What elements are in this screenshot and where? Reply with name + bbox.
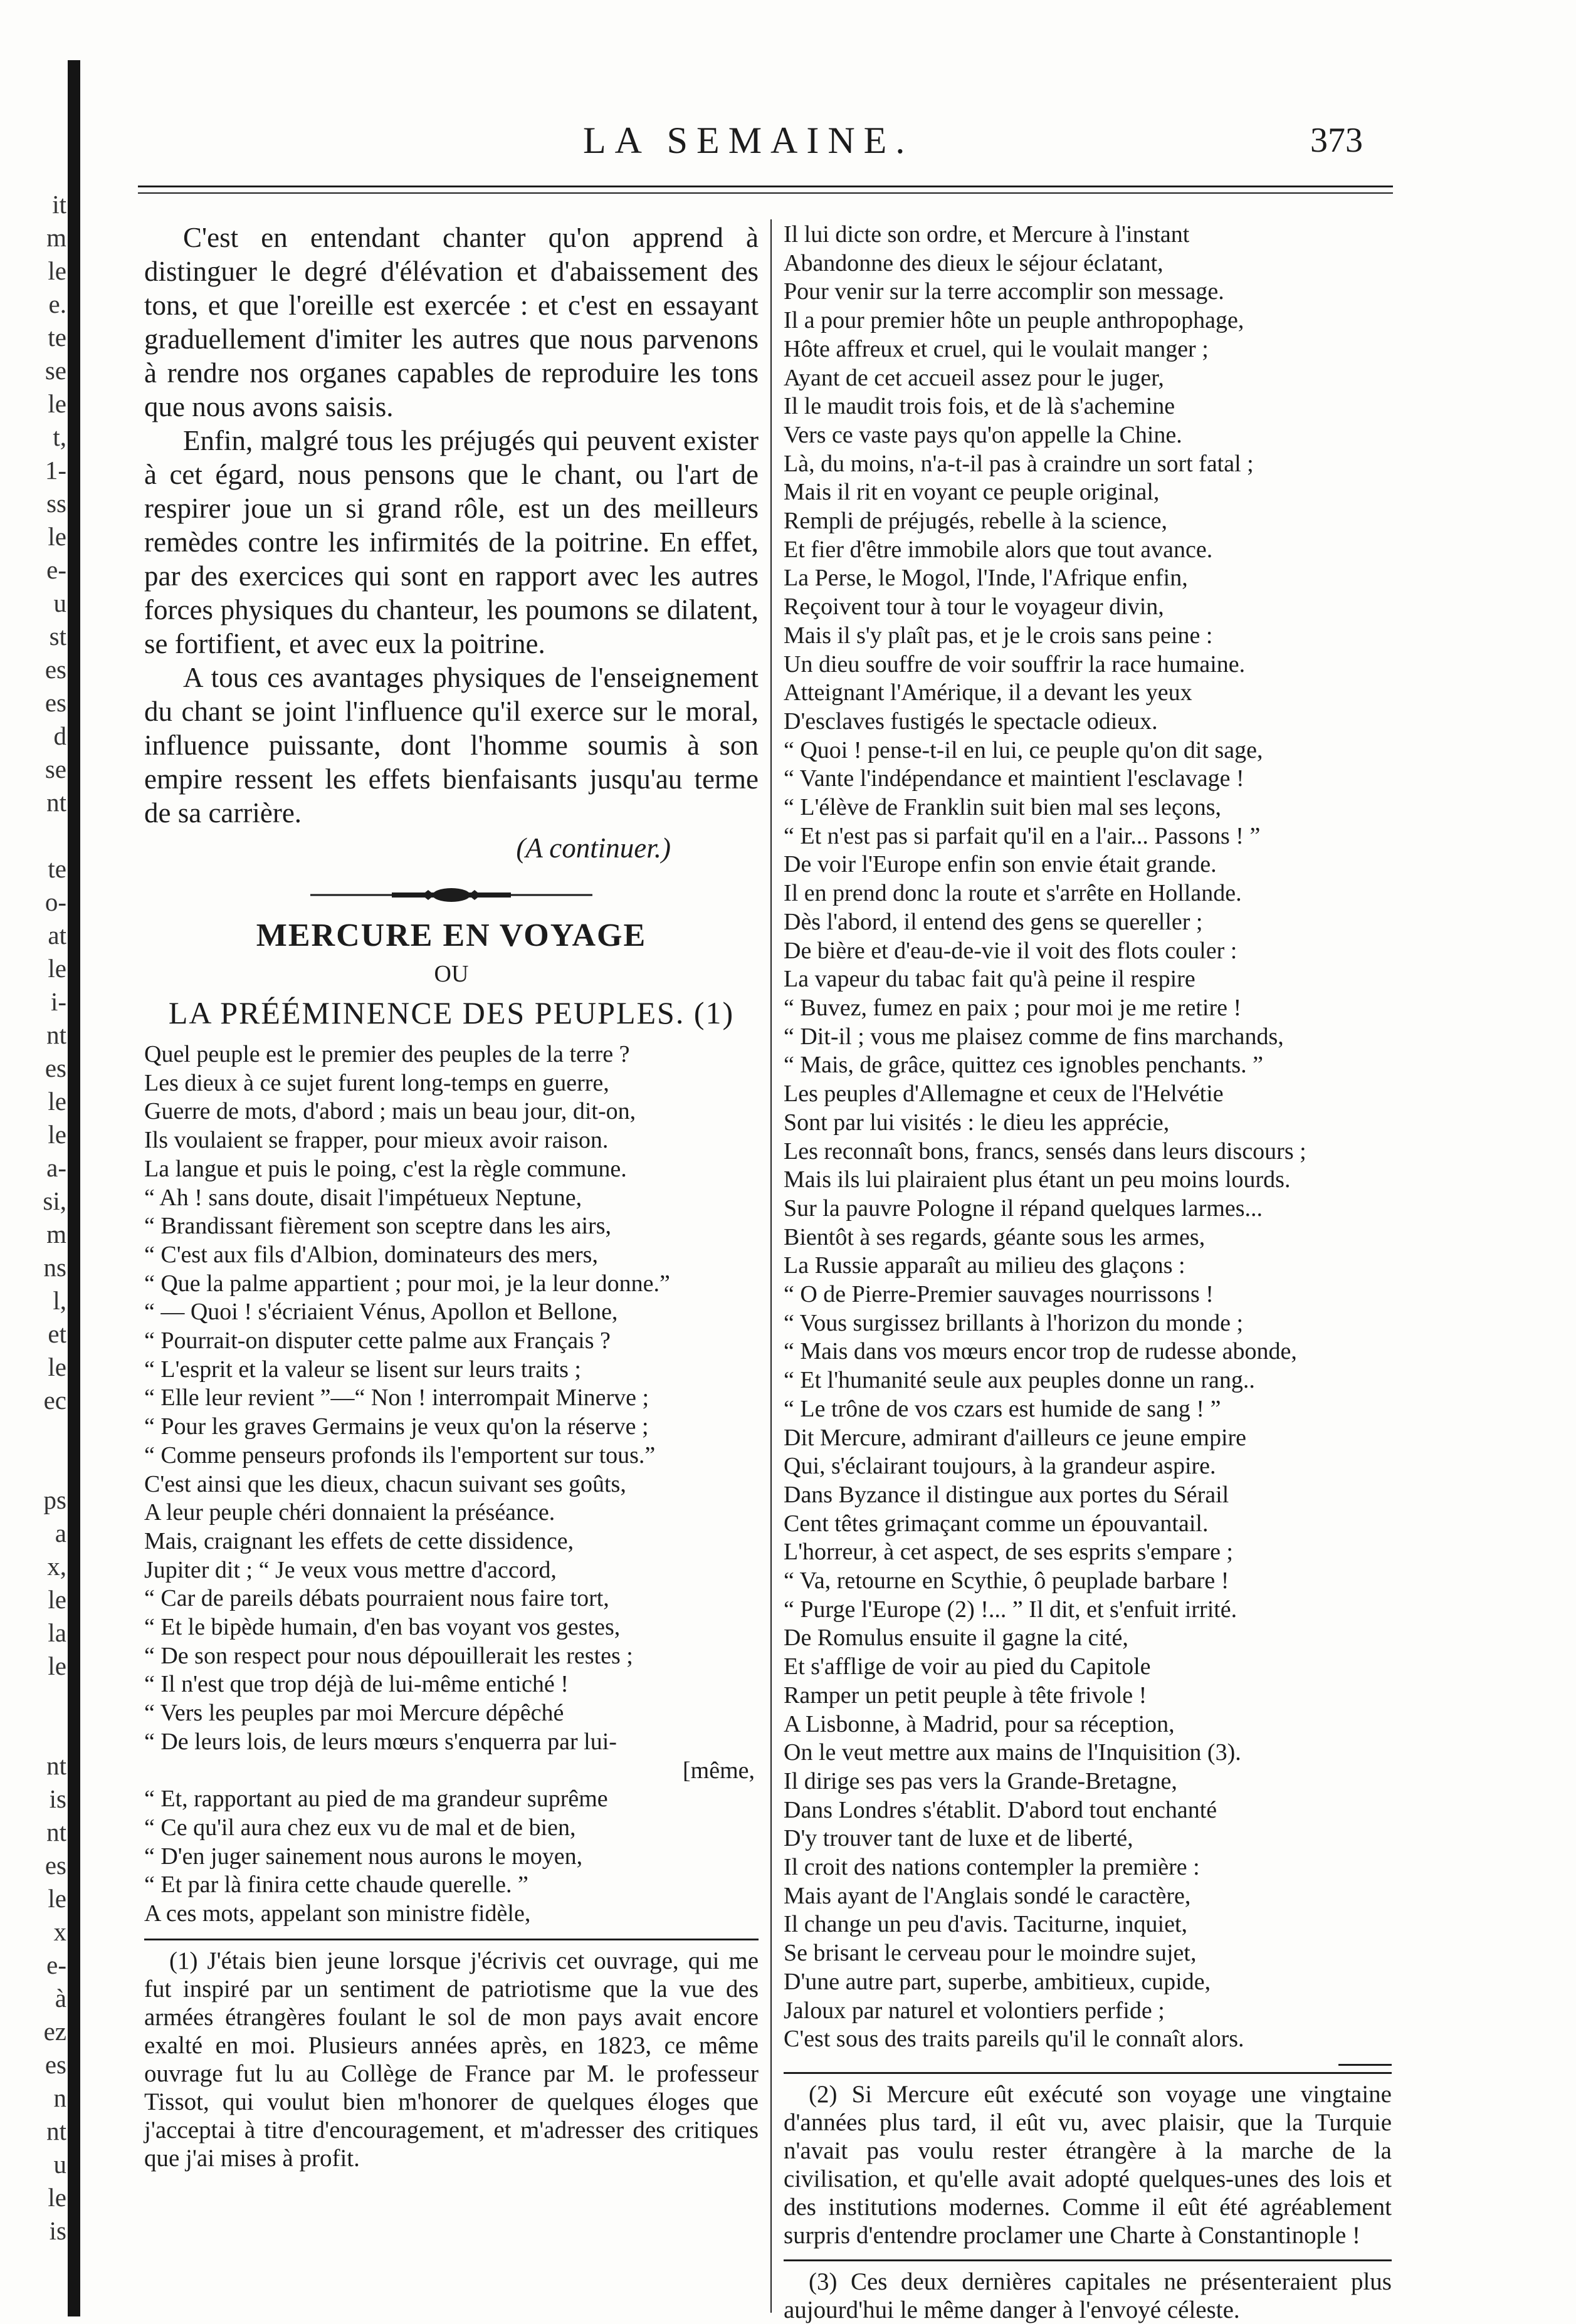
margin-fragment: x, [47, 1552, 66, 1581]
margin-fragment: te [48, 323, 66, 352]
verse-line: La Perse, le Mogol, l'Inde, l'Afrique enfin, [784, 565, 1188, 592]
verse-line: Pour venir sur la terre accomplir son message. [784, 278, 1224, 305]
verse-line: Hôte affreux et cruel, qui le voulait manger ; [784, 335, 1209, 362]
verse-line: De voir l'Europe enfin son envie était grande. [784, 851, 1217, 878]
margin-fragment: le [48, 1353, 66, 1381]
verse-line: Reçoivent tour à tour le voyageur divin, [784, 594, 1164, 620]
margin-fragment: e- [46, 555, 66, 584]
margin-fragment: es [45, 655, 66, 684]
margin-fragment: t, [53, 422, 66, 451]
poem-subtitle: LA PRÉÉMINENCE DES PEUPLES. (1) [168, 995, 735, 1030]
margin-fragment: e. [48, 290, 66, 318]
margin-fragment: nt [46, 1818, 66, 1846]
margin-fragment: le [48, 389, 66, 418]
footnote-1: (1) J'étais bien jeune lorsque j'écrivis cet ouvrage, qui me fut inspiré par un sentiment de patriotisme que la vue des armées étrangères foulant le sol de mon pays avait encore exalté en moi. Plusieurs années après, en 1823, ce même ouvrage fut lu au Collège de France par M. le professeur Tissot, qui voulut bien m'honorer de quelques éloges que j'acceptai à titre d'encouragement, et m'adresser des critiques que j'ai mises à profit. [144, 1947, 759, 2172]
verse-line: “ Et, rapportant au pied de ma grandeur suprême [144, 1786, 608, 1813]
paragraph: C'est en entendant chanter qu'on apprend à distinguer le degré d'élévation et d'abaissement des tons, et que l'oreille est exercée : et c'est en essayant graduellement d'imiter les autres que nous parvenons à rendre nos organes capables de reproduire les tons que nous avons saisis. [144, 222, 759, 422]
verse-line: Les peuples d'Allemagne et ceux de l'Helvétie [784, 1081, 1224, 1107]
margin-fragment: te [48, 854, 66, 883]
margin-fragment: nt [46, 788, 66, 817]
margin-fragment: le [48, 522, 66, 551]
margin-fragment: à [55, 1984, 66, 2013]
poem-title: MERCURE EN VOYAGE [256, 918, 647, 953]
verse-line: “ D'en juger sainement nous aurons le moyen, [144, 1843, 583, 1870]
verse-line: Les dieux à ce sujet furent long-temps en guerre, [144, 1069, 609, 1096]
verse-line: Et s'afflige de voir au pied du Capitole [784, 1653, 1151, 1680]
verse-line: Abandonne des dieux le séjour éclatant, [784, 249, 1164, 276]
verse-line: Guerre de mots, d'abord ; mais un beau jour, dit-on, [144, 1098, 636, 1125]
verse-line: Mais ayant de l'Anglais sondé le caractère, [784, 1882, 1191, 1909]
poem-or: OU [434, 961, 469, 987]
verse-line: L'horreur, à cet aspect, de ses esprits s'empare ; [784, 1539, 1233, 1566]
verse-line: Atteignant l'Amérique, il a devant les yeux [784, 679, 1192, 706]
margin-fragment: si, [43, 1186, 66, 1215]
page-number: 373 [1310, 121, 1363, 160]
verse-line: “ Va, retourne en Scythie, ô peuplade barbare ! [784, 1568, 1229, 1594]
margin-fragment [23, 1683, 66, 1716]
margin-fragment: se [45, 356, 66, 385]
ornament-divider-icon [310, 887, 592, 903]
verse-line: Sont par lui visités : le dieu les apprécie, [784, 1109, 1170, 1136]
verse-line: “ Vante l'indépendance et maintient l'esclavage ! [784, 765, 1244, 792]
ornament-divider [144, 887, 759, 903]
margin-fragment: x [53, 1917, 66, 1946]
verse-line: Ramper un petit peuple à tête frivole ! [784, 1682, 1147, 1709]
verse-line: A ces mots, appelant son ministre fidèle, [144, 1900, 531, 1927]
poem-verses-right [784, 221, 1392, 2054]
margin-fragment [23, 1716, 66, 1749]
left-column [144, 221, 759, 2172]
verse-line: “ Comme penseurs profonds ils l'emportent sur tous.” [144, 1442, 656, 1468]
verse-line: “ Vous surgissez brillants à l'horizon du monde ; [784, 1309, 1244, 1336]
footnote-rule [784, 2072, 1392, 2074]
verse-end-rule [1338, 2064, 1392, 2066]
margin-fragment: le [48, 1651, 66, 1680]
verse-line: Les reconnaît bons, francs, sensés dans leurs discours ; [784, 1138, 1306, 1165]
margin-fragment: a [55, 1519, 66, 1547]
verse-line: Il en prend donc la route et s'arrête en Hollande. [784, 880, 1242, 907]
margin-fragment: 1- [45, 456, 66, 484]
margin-fragment [23, 1450, 66, 1484]
margin-fragment: is [49, 2216, 66, 2245]
verse-line: “ Pourrait-on disputer cette palme aux Français ? [144, 1327, 611, 1354]
margin-fragment: et [48, 1319, 66, 1348]
verse-line: La vapeur du tabac fait qu'à peine il respire [784, 966, 1195, 993]
verse-line: C'est ainsi que les dieux, chacun suivant ses goûts, [144, 1470, 626, 1497]
verse-line: “ De leurs lois, de leurs mœurs s'enquerra par lui- [144, 1728, 617, 1755]
verse-line: Mais ils lui plairaient plus étant un peu moins lourds. [784, 1166, 1291, 1193]
verse-line: Jupiter dit ; “ Je veux vous mettre d'accord, [144, 1556, 557, 1583]
margin-fragment: ec [43, 1386, 66, 1415]
verse-line: “ Ah ! sans doute, disait l'impétueux Neptune, [144, 1184, 582, 1211]
verse-line: “ De son respect pour nous dépouillerait les restes ; [144, 1642, 633, 1669]
verse-line: Dans Byzance il distingue aux portes du Sérail [784, 1481, 1229, 1508]
margin-fragment [23, 1417, 66, 1450]
margin-fragment: es [45, 1851, 66, 1880]
verse-line: [même, [682, 1757, 755, 1784]
margin-fragment: at [48, 921, 66, 950]
margin-fragment: la [48, 1618, 66, 1647]
verse-line: Il a pour premier hôte un peuple anthropophage, [784, 307, 1244, 334]
verse-line: On le veut mettre aux mains de l'Inquisition (3). [784, 1739, 1241, 1766]
margin-fragment: a- [46, 1153, 66, 1182]
margin-fragment: le [48, 954, 66, 983]
verse-line: Il le maudit trois fois, et de là s'achemine [784, 393, 1175, 420]
verse-line: C'est sous des traits pareils qu'il le connaît alors. [784, 2026, 1244, 2053]
verse-line: “ Le trône de vos czars est humide de sang ! ” [784, 1395, 1221, 1422]
verse-line: “ O de Pierre-Premier sauvages nourrissons ! [784, 1281, 1214, 1308]
verse-line: Jaloux par naturel et volontiers perfide ; [784, 1997, 1165, 2024]
verse-line: D'une autre part, superbe, ambitieux, cupide, [784, 1968, 1211, 1995]
verse-line: Là, du moins, n'a-t-il pas à craindre un sort fatal ; [784, 450, 1254, 477]
verse-line: “ Et le bipède humain, d'en bas voyant vos gestes, [144, 1614, 621, 1641]
verse-line: D'y trouver tant de luxe et de liberté, [784, 1825, 1133, 1852]
margin-fragment: it [52, 190, 66, 219]
margin-fragment: ps [43, 1485, 66, 1514]
footnote-3: (3) Ces deux dernières capitales ne présenteraient plus aujourd'hui le même danger à l'envoyé céleste. [784, 2268, 1392, 2323]
verse-line: “ Elle leur revient ”—“ Non ! interrompait Minerve ; [144, 1384, 649, 1411]
header-rule-top [138, 186, 1393, 187]
verse-line: Mais il s'y plaît pas, et je le crois sans peine : [784, 622, 1213, 649]
margin-fragment: le [48, 256, 66, 285]
margin-fragment: nt [46, 2117, 66, 2145]
verse-line: Se brisant le cerveau pour le moindre sujet, [784, 1940, 1197, 1967]
margin-fragment: u [53, 589, 66, 617]
verse-line: Dans Londres s'établit. D'abord tout enchanté [784, 1796, 1217, 1823]
margin-fragment: is [49, 1784, 66, 1813]
to-be-continued: (A continuer.) [516, 832, 671, 864]
paragraph: Enfin, malgré tous les préjugés qui peuvent exister à cet égard, nous pensons que le chant, ou l'art de respirer joue un si grand rôle, est un des meilleurs remèdes contre les infirmités de la poitrine. En effet, par des exercices qui sont en rapport avec les autres forces physiques du chanteur, les poumons se dilatent, se fortifient, et avec eux la poitrine. [144, 425, 759, 659]
margin-fragment: nt [46, 1751, 66, 1780]
margin-fragment: u [53, 2150, 66, 2179]
verse-line: “ Quoi ! pense-t-il en lui, ce peuple qu'on dit sage, [784, 736, 1263, 763]
column-divider [770, 219, 772, 2313]
margin-fragment: le [48, 1884, 66, 1913]
verse-line: Dès l'abord, il entend des gens se quereller ; [784, 908, 1203, 935]
margin-fragment: es [45, 688, 66, 717]
verse-line: Dit Mercure, admirant d'ailleurs ce jeune empire [784, 1424, 1247, 1451]
verse-line: “ Et l'humanité seule aux peuples donne un rang.. [784, 1367, 1255, 1394]
verse-line: “ Il n'est que trop déjà de lui-même entiché ! [144, 1671, 569, 1698]
verse-line: “ C'est aux fils d'Albion, dominateurs des mers, [144, 1241, 598, 1268]
margin-fragment: m [46, 223, 66, 252]
verse-line: “ Purge l'Europe (2) !... ” Il dit, et s'enfuit irrité. [784, 1596, 1237, 1623]
verse-line: “ — Quoi ! s'écriaient Vénus, Apollon et Bellone, [144, 1299, 618, 1326]
verse-line: Et fier d'être immobile alors que tout avance. [784, 536, 1213, 563]
verse-line: De Romulus ensuite il gagne la cité, [784, 1625, 1128, 1651]
verse-line: Vers ce vaste pays qu'on appelle la Chine. [784, 421, 1182, 448]
binding-shadow [68, 60, 80, 2316]
verse-line: Il change un peu d'avis. Taciturne, inquiet, [784, 1911, 1188, 1938]
margin-fragment: m [46, 1220, 66, 1248]
margin-fragment: es [45, 2050, 66, 2079]
margin-fragment: i- [50, 987, 66, 1016]
verse-line: Il lui dicte son ordre, et Mercure à l'instant [784, 221, 1190, 248]
verse-line: “ Mais, de grâce, quittez ces ignobles penchants. ” [784, 1052, 1263, 1079]
verse-line: Qui, s'éclairant toujours, à la grandeur aspire. [784, 1453, 1216, 1480]
verse-line: “ Car de pareils débats pourraient nous faire tort, [144, 1585, 609, 1612]
verse-line: Sur la pauvre Pologne il répand quelques larmes... [784, 1195, 1263, 1222]
verse-line: Bientôt à ses regards, géante sous les armes, [784, 1223, 1206, 1250]
margin-fragment: le [48, 1120, 66, 1149]
margin-fragment: st [49, 622, 66, 651]
verse-line: La langue et puis le poing, c'est la règle commune. [144, 1155, 627, 1182]
margin-fragment: es [45, 1054, 66, 1082]
verse-line: D'esclaves fustigés le spectacle odieux. [784, 708, 1158, 735]
margin-fragment: ns [43, 1253, 66, 1282]
verse-line: La Russie apparaît au milieu des glaçons : [784, 1252, 1185, 1279]
verse-line: “ Buvez, fumez en paix ; pour moi je me retire ! [784, 994, 1242, 1021]
margin-fragment: le [48, 1087, 66, 1116]
poem-verses-left [144, 1040, 759, 1929]
margin-fragment: o- [45, 887, 66, 916]
verse-line: “ Et n'est pas si parfait qu'il en a l'air... Passons ! ” [784, 822, 1261, 849]
margin-fragment [23, 819, 66, 852]
verse-line: Un dieu souffre de voir souffrir la race humaine. [784, 651, 1246, 678]
verse-line: “ Mais dans vos mœurs encor trop de rudesse abonde, [784, 1338, 1297, 1365]
paragraph: A tous ces avantages physiques de l'enseignement du chant se joint l'influence qu'il exerce sur le moral, influence puissante, dont l'homme soumis à son empire ressent les effets bienfaisants jusqu'au terme de sa carrière. [144, 662, 759, 829]
header-rule-bottom [138, 192, 1393, 194]
adjacent-page-margin [23, 188, 66, 2248]
verse-line: Mais il rit en voyant ce peuple original, [784, 479, 1160, 506]
verse-line: “ Vers les peuples par moi Mercure dépêché [144, 1700, 564, 1727]
verse-line: Il dirige ses pas vers la Grande-Bretagne, [784, 1767, 1177, 1794]
margin-fragment: l, [53, 1286, 66, 1315]
margin-fragment: n [53, 2083, 66, 2112]
verse-line: Il croit des nations contempler la première : [784, 1854, 1200, 1881]
verse-line: “ Brandissant fièrement son sceptre dans les airs, [144, 1213, 611, 1240]
margin-fragment: ez [43, 2017, 66, 2046]
right-column [784, 221, 1392, 2324]
verse-line: A leur peuple chéri donnaient la préséance. [144, 1499, 555, 1526]
verse-line: “ L'élève de Franklin suit bien mal ses leçons, [784, 794, 1222, 821]
margin-fragment: ss [46, 489, 66, 518]
verse-line: A Lisbonne, à Madrid, pour sa réception, [784, 1710, 1175, 1737]
verse-line: “ Et par là finira cette chaude querelle. ” [144, 1871, 528, 1898]
footnote-rule [144, 1939, 759, 1940]
verse-line: Quel peuple est le premier des peuples de la terre ? [144, 1041, 630, 1067]
verse-line: Ayant de cet accueil assez pour le juger, [784, 364, 1164, 391]
verse-line: “ Pour les graves Germains je veux qu'on la réserve ; [144, 1413, 649, 1440]
verse-line: “ L'esprit et la valeur se lisent sur leurs traits ; [144, 1356, 581, 1383]
margin-fragment: le [48, 1585, 66, 1614]
margin-fragment: le [48, 2183, 66, 2212]
verse-line: Rempli de préjugés, rebelle à la science, [784, 508, 1167, 535]
footnote-2: (2) Si Mercure eût exécuté son voyage une vingtaine d'années plus tard, il eût vu, avec plaisir, que la Turquie n'avait pas voulu rester étrangère à la marche de la civilisation, et qu'elle avait adopté quelques-unes des lois et des institutions modernes. Comme il eût été agréablement surpris d'entendre proclamer une Charte à Constantinople ! [784, 2081, 1392, 2249]
verse-line: Cent têtes grimaçant comme un épouvantail. [784, 1510, 1209, 1537]
margin-fragment: e- [46, 1950, 66, 1979]
verse-line: “ Que la palme appartient ; pour moi, je la leur donne.” [144, 1270, 670, 1297]
verse-line: Mais, craignant les effets de cette dissidence, [144, 1527, 574, 1554]
running-title: LA SEMAINE. [583, 120, 914, 161]
verse-line: Ils voulaient se frapper, pour mieux avoir raison. [144, 1127, 609, 1154]
margin-fragment: d [53, 721, 66, 750]
margin-fragment: nt [46, 1020, 66, 1049]
verse-line: “ Ce qu'il aura chez eux vu de mal et de bien, [144, 1814, 576, 1841]
verse-line: “ Dit-il ; vous me plaisez comme de fins marchands, [784, 1023, 1284, 1050]
verse-line: De bière et d'eau-de-vie il voit des flots couler : [784, 937, 1237, 964]
margin-fragment: se [45, 755, 66, 783]
footnote-rule [784, 2259, 1392, 2261]
